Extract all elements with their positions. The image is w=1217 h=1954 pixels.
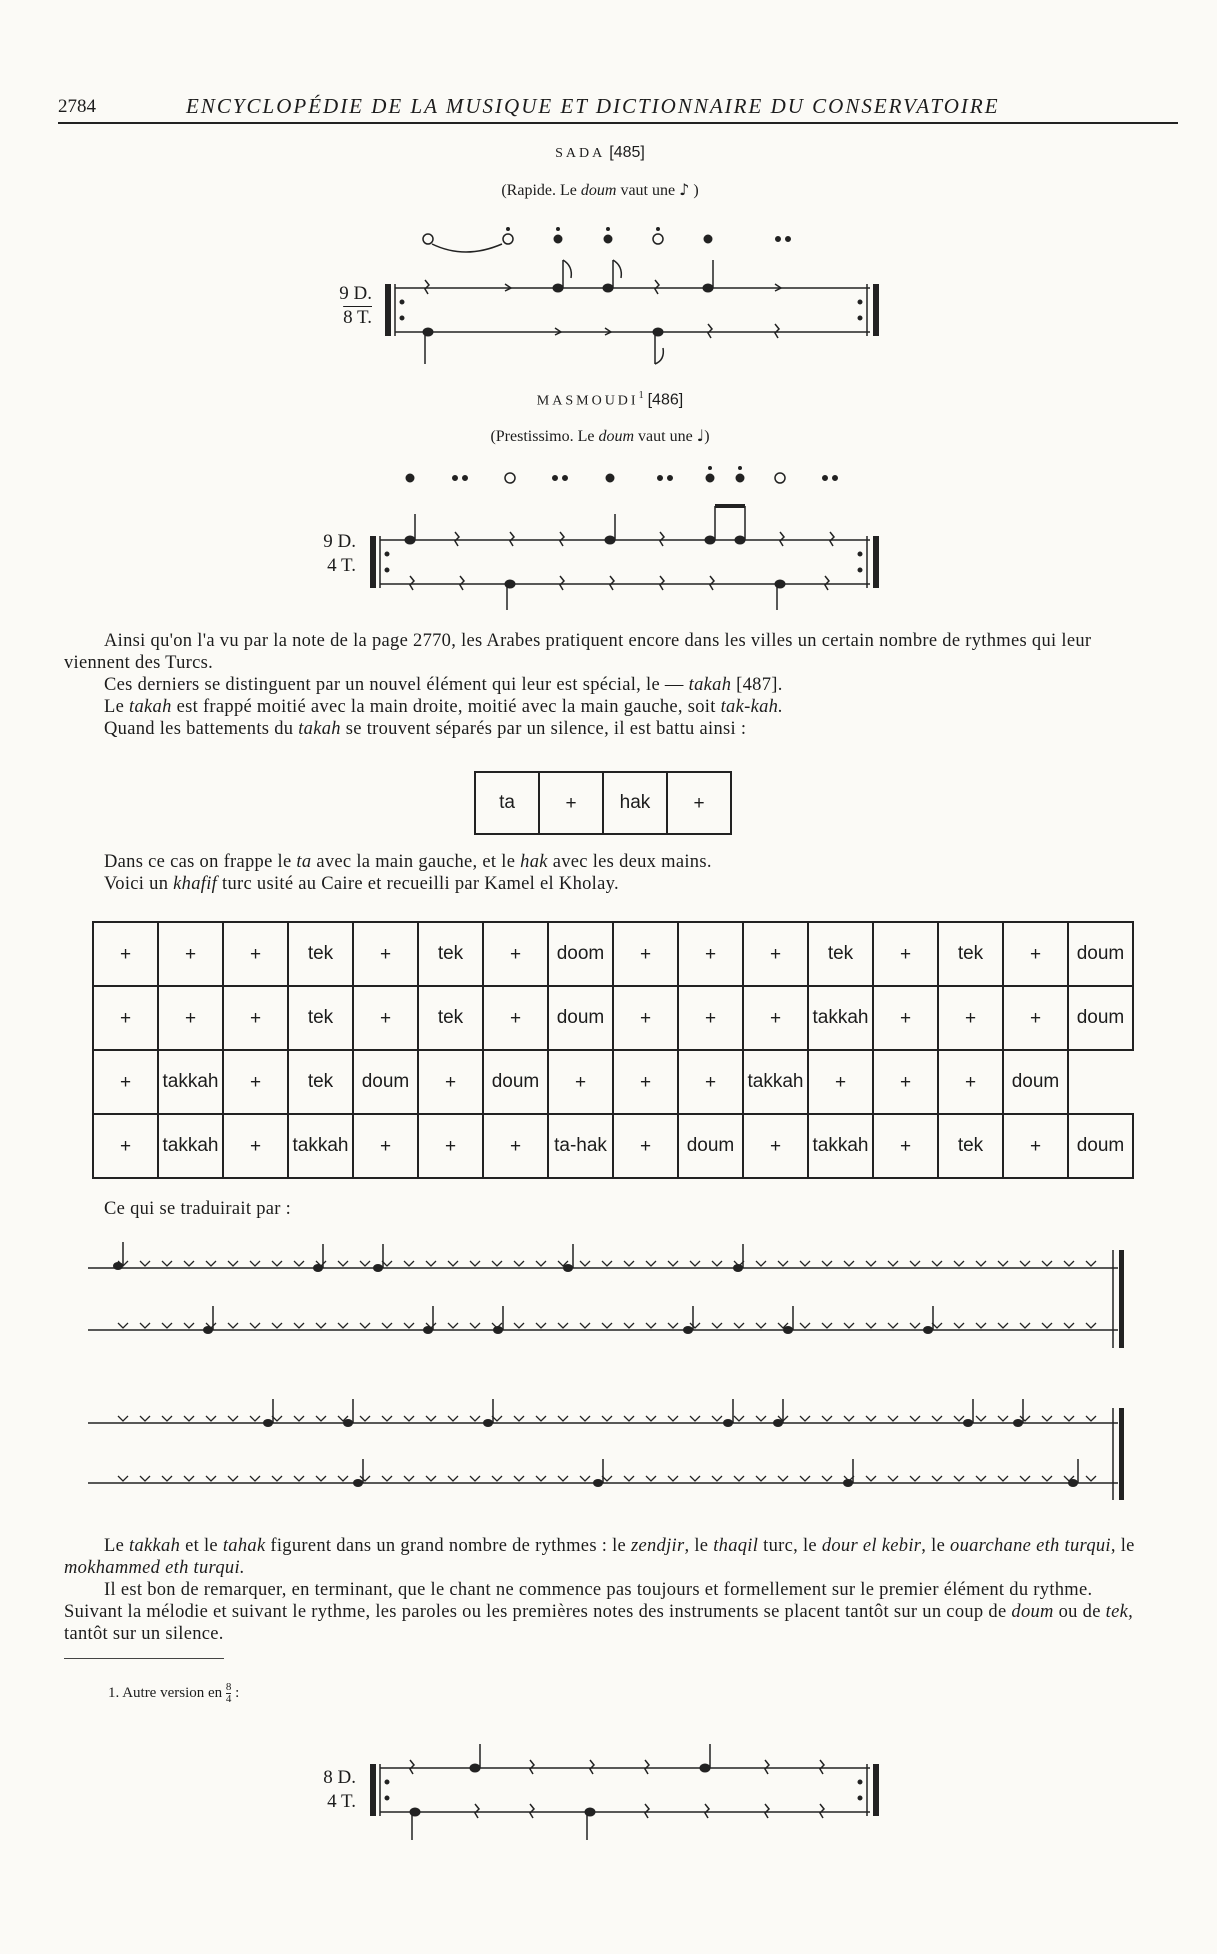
table-cell: doum bbox=[483, 1050, 548, 1114]
notation-mark bbox=[140, 1323, 150, 1328]
notation-mark bbox=[602, 1416, 612, 1421]
footnote-rule bbox=[64, 1658, 224, 1659]
notation-mark bbox=[773, 1419, 783, 1427]
table-cell: tek bbox=[808, 922, 873, 986]
notation-mark bbox=[1064, 1261, 1074, 1266]
notation-mark bbox=[976, 1323, 986, 1328]
notation-mark bbox=[426, 1476, 436, 1481]
notation-mark bbox=[1042, 1261, 1052, 1266]
notation-mark bbox=[423, 1326, 433, 1334]
notation-mark bbox=[800, 1476, 810, 1481]
example-486-heading: MASMOUDI$^1$ [486] bbox=[536, 390, 684, 409]
table-cell: + bbox=[223, 986, 288, 1050]
notation-mark bbox=[723, 1419, 733, 1427]
notation-mark bbox=[263, 1419, 273, 1427]
table-cell: + bbox=[418, 1114, 483, 1178]
notation-mark bbox=[932, 1416, 942, 1421]
notation-mark bbox=[888, 1261, 898, 1266]
table-cell: doum bbox=[1068, 986, 1133, 1050]
notation-mark bbox=[624, 1416, 634, 1421]
notation-mark bbox=[184, 1416, 194, 1421]
takah-cell: + bbox=[667, 772, 731, 834]
table-cell: doum bbox=[678, 1114, 743, 1178]
table-cell: doum bbox=[1068, 1114, 1133, 1178]
notation-mark bbox=[162, 1416, 172, 1421]
notation-mark bbox=[1042, 1476, 1052, 1481]
notation-mark bbox=[228, 1476, 238, 1481]
table-cell: doum bbox=[1003, 1050, 1068, 1114]
notation-mark bbox=[316, 1416, 326, 1421]
notation-mark bbox=[932, 1261, 942, 1266]
table-cell: tek bbox=[288, 986, 353, 1050]
notation-mark bbox=[272, 1476, 282, 1481]
notation-mark bbox=[1042, 1323, 1052, 1328]
notation-mark bbox=[250, 1261, 260, 1266]
notation-mark bbox=[536, 1476, 546, 1481]
table-cell: + bbox=[158, 922, 223, 986]
notation-mark bbox=[382, 1476, 392, 1481]
notation-mark bbox=[712, 1323, 722, 1328]
notation-mark bbox=[910, 1416, 920, 1421]
notation-mark bbox=[536, 1261, 546, 1266]
notation-mark bbox=[910, 1323, 920, 1328]
text-block-1 bbox=[64, 630, 1154, 740]
footnote-text: Autre version en bbox=[122, 1684, 223, 1701]
table-cell: takkah bbox=[743, 1050, 808, 1114]
notation-mark bbox=[118, 1476, 128, 1481]
eighth-note-icon: ♪ bbox=[679, 180, 690, 199]
notation-mark bbox=[1064, 1323, 1074, 1328]
notation-mark bbox=[778, 1476, 788, 1481]
table-cell: tek bbox=[938, 922, 1003, 986]
notation-mark bbox=[976, 1261, 986, 1266]
notation-mark bbox=[206, 1476, 216, 1481]
table-cell: + bbox=[223, 1114, 288, 1178]
notation-mark bbox=[250, 1476, 260, 1481]
khafif-table bbox=[92, 921, 1134, 1179]
example-title: SADA bbox=[555, 146, 606, 161]
table-cell: takkah bbox=[288, 1114, 353, 1178]
table-cell: + bbox=[353, 1114, 418, 1178]
table-cell: + bbox=[873, 986, 938, 1050]
table-row bbox=[93, 1114, 1133, 1178]
table-cell: tek bbox=[938, 1114, 1003, 1178]
footnote-meter: 8 D. 4 T. bbox=[323, 1767, 356, 1812]
notation-mark bbox=[646, 1416, 656, 1421]
notation-mark bbox=[1119, 1408, 1124, 1500]
notation-mark bbox=[272, 1323, 282, 1328]
paragraph: Il est bon de remarquer, en terminant, que le chant ne commence pas toujours et formellement sur le premier élément du rythme. Suivant la mélodie et suivant le rythme, les paroles ou les premières notes des instruments se placent tantôt sur un coup de doum ou de tek, tantôt sur un silence. bbox=[64, 1580, 1134, 1644]
table-cell: ta-hak bbox=[548, 1114, 613, 1178]
notation-mark bbox=[954, 1323, 964, 1328]
table-cell: + bbox=[93, 986, 158, 1050]
table-cell: doom bbox=[548, 922, 613, 986]
table-cell: + bbox=[743, 922, 808, 986]
footnote: 1. Autre version en $\frac{8}{4}$ : bbox=[108, 1681, 240, 1705]
notation-mark bbox=[492, 1261, 502, 1266]
takah-cell: ta bbox=[475, 772, 539, 834]
notation-mark bbox=[353, 1479, 363, 1487]
table-cell: + bbox=[93, 922, 158, 986]
table-cell: takkah bbox=[808, 986, 873, 1050]
notation-mark bbox=[888, 1323, 898, 1328]
notation-mark bbox=[316, 1476, 326, 1481]
notation-mark bbox=[563, 1264, 573, 1272]
notation-mark bbox=[536, 1323, 546, 1328]
notation-mark bbox=[1020, 1323, 1030, 1328]
table-cell: + bbox=[158, 986, 223, 1050]
table-cell: takkah bbox=[158, 1114, 223, 1178]
notation-mark bbox=[800, 1416, 810, 1421]
notation-mark bbox=[162, 1261, 172, 1266]
notation-mark bbox=[558, 1476, 568, 1481]
example-485-tempo: (Rapide. Le doum vaut une ♪ ) bbox=[501, 180, 699, 199]
notation-mark bbox=[404, 1261, 414, 1266]
notation-mark bbox=[404, 1323, 414, 1328]
notation-mark bbox=[580, 1261, 590, 1266]
notation-mark bbox=[668, 1416, 678, 1421]
notation-mark bbox=[228, 1416, 238, 1421]
table-cell: + bbox=[93, 1114, 158, 1178]
notation-mark bbox=[998, 1416, 1008, 1421]
table-row bbox=[93, 986, 1133, 1050]
table-cell: + bbox=[483, 986, 548, 1050]
table-cell: + bbox=[938, 1050, 1003, 1114]
table-cell: + bbox=[353, 922, 418, 986]
notation-mark bbox=[1020, 1261, 1030, 1266]
notation-mark bbox=[343, 1419, 353, 1427]
notation-mark bbox=[294, 1476, 304, 1481]
notation-mark bbox=[580, 1323, 590, 1328]
notation-mark bbox=[963, 1419, 973, 1427]
notation-mark bbox=[1064, 1416, 1074, 1421]
notation-mark bbox=[580, 1416, 590, 1421]
table-cell: doum bbox=[1068, 922, 1133, 986]
notation-mark bbox=[624, 1476, 634, 1481]
table-cell: + bbox=[743, 986, 808, 1050]
example-number: [485] bbox=[609, 144, 645, 161]
notation-mark bbox=[778, 1261, 788, 1266]
table-cell: + bbox=[873, 922, 938, 986]
notation-mark bbox=[206, 1416, 216, 1421]
notation-mark bbox=[113, 1262, 123, 1270]
takah-table bbox=[474, 771, 732, 835]
notation-mark bbox=[866, 1261, 876, 1266]
table-cell: + bbox=[223, 922, 288, 986]
notation-mark bbox=[360, 1323, 370, 1328]
table-cell: + bbox=[873, 1114, 938, 1178]
table-cell: tek bbox=[288, 1050, 353, 1114]
notation-mark bbox=[140, 1416, 150, 1421]
notation-mark bbox=[162, 1476, 172, 1481]
notation-mark bbox=[338, 1261, 348, 1266]
paragraph: Ce qui se traduirait par : bbox=[104, 1199, 292, 1219]
notation-mark bbox=[492, 1476, 502, 1481]
notation-mark bbox=[690, 1261, 700, 1266]
table-cell: + bbox=[223, 1050, 288, 1114]
paragraph: Voici un khafif turc usité au Caire et recueilli par Kamel el Kholay. bbox=[104, 874, 619, 894]
notation-mark bbox=[1086, 1323, 1096, 1328]
running-title: ENCYCLOPÉDIE DE LA MUSIQUE ET DICTIONNAIRE DU CONSERVATOIRE bbox=[186, 94, 1000, 118]
transcription-staves bbox=[88, 1238, 1133, 1538]
table-cell: + bbox=[808, 1050, 873, 1114]
notation-mark bbox=[140, 1476, 150, 1481]
notation-mark bbox=[514, 1476, 524, 1481]
notation-mark bbox=[514, 1261, 524, 1266]
rhythm-notation bbox=[365, 1740, 890, 1860]
table-cell: + bbox=[483, 1114, 548, 1178]
rhythm-staff-486 bbox=[365, 466, 890, 616]
notation-mark bbox=[593, 1479, 603, 1487]
table-cell: + bbox=[613, 922, 678, 986]
notation-mark bbox=[976, 1476, 986, 1481]
example-485-heading bbox=[400, 144, 800, 162]
table-cell: doum bbox=[353, 1050, 418, 1114]
table-cell: takkah bbox=[158, 1050, 223, 1114]
text-block-3 bbox=[64, 1198, 664, 1220]
table-cell: doum bbox=[548, 986, 613, 1050]
table-cell: tek bbox=[288, 922, 353, 986]
notation-mark bbox=[954, 1261, 964, 1266]
notation-mark bbox=[448, 1323, 458, 1328]
notation-mark bbox=[923, 1326, 933, 1334]
table-row bbox=[93, 922, 1133, 986]
paragraph: Ces derniers se distinguent par un nouvel élément qui leur est spécial, le — takah [487]. bbox=[104, 675, 783, 695]
notation-mark bbox=[646, 1323, 656, 1328]
notation-mark bbox=[313, 1264, 323, 1272]
notation-mark bbox=[448, 1476, 458, 1481]
example-486-tempo: (Prestissimo. Le doum vaut une ♩) bbox=[490, 426, 710, 445]
notation-mark bbox=[866, 1476, 876, 1481]
notation-mark bbox=[360, 1416, 370, 1421]
notation-mark bbox=[470, 1416, 480, 1421]
notation-mark bbox=[558, 1323, 568, 1328]
notation-mark bbox=[800, 1323, 810, 1328]
paragraph: Ainsi qu'on l'a vu par la note de la page 2770, les Arabes pratiquent encore dans les villes un certain nombre de rythmes qui leur viennent des Turcs. bbox=[64, 631, 1092, 673]
notation-mark bbox=[448, 1261, 458, 1266]
notation-mark bbox=[184, 1323, 194, 1328]
notation-mark bbox=[712, 1476, 722, 1481]
notation-mark bbox=[203, 1326, 213, 1334]
notation-mark bbox=[998, 1476, 1008, 1481]
notation-mark bbox=[272, 1261, 282, 1266]
notation-mark bbox=[733, 1264, 743, 1272]
table-cell: + bbox=[678, 1050, 743, 1114]
notation-mark bbox=[514, 1323, 524, 1328]
notation-mark bbox=[404, 1416, 414, 1421]
example-485-meter: 9 D. 8 T. bbox=[339, 283, 372, 328]
notation-mark bbox=[690, 1416, 700, 1421]
notation-mark bbox=[382, 1323, 392, 1328]
text-block-4 bbox=[64, 1535, 1154, 1645]
notation-mark bbox=[668, 1323, 678, 1328]
table-cell: + bbox=[613, 1114, 678, 1178]
notation-mark bbox=[734, 1416, 744, 1421]
notation-mark bbox=[756, 1323, 766, 1328]
notation-mark bbox=[1086, 1261, 1096, 1266]
notation-mark bbox=[1020, 1476, 1030, 1481]
rhythm-staff-footnote bbox=[365, 1740, 890, 1860]
notation-mark bbox=[426, 1416, 436, 1421]
notation-mark bbox=[783, 1326, 793, 1334]
example-486-meter: 9 D. 4 T. bbox=[323, 531, 356, 576]
table-cell: + bbox=[1003, 986, 1068, 1050]
notation-mark bbox=[822, 1261, 832, 1266]
notation-mark bbox=[470, 1261, 480, 1266]
notation-mark bbox=[338, 1323, 348, 1328]
notation-mark bbox=[448, 1416, 458, 1421]
notation-mark bbox=[294, 1416, 304, 1421]
table-row bbox=[93, 1050, 1133, 1114]
notation-mark bbox=[404, 1476, 414, 1481]
notation-mark bbox=[844, 1416, 854, 1421]
notation-mark bbox=[250, 1416, 260, 1421]
notation-mark bbox=[294, 1261, 304, 1266]
text-block-2 bbox=[64, 851, 1154, 895]
notation-mark bbox=[1042, 1416, 1052, 1421]
paragraph: Le takkah et le tahak figurent dans un grand nombre de rythmes : le zendjir, le thaqil turc, le dour el kebir, le ouarchane eth turqui, le mokhammed eth turqui. bbox=[64, 1536, 1135, 1578]
notation-mark bbox=[228, 1323, 238, 1328]
notation-mark bbox=[514, 1416, 524, 1421]
notation-mark bbox=[954, 1416, 964, 1421]
notation-mark bbox=[822, 1416, 832, 1421]
table-cell: takkah bbox=[808, 1114, 873, 1178]
notation-mark bbox=[734, 1323, 744, 1328]
table-cell: + bbox=[1003, 1114, 1068, 1178]
notation-mark bbox=[888, 1476, 898, 1481]
notation-mark bbox=[866, 1416, 876, 1421]
table-cell: + bbox=[418, 1050, 483, 1114]
table-cell: + bbox=[93, 1050, 158, 1114]
notation-mark bbox=[646, 1476, 656, 1481]
notation-mark bbox=[910, 1476, 920, 1481]
notation-mark bbox=[1119, 1250, 1124, 1348]
rhythm-notation bbox=[365, 466, 890, 616]
notation-mark bbox=[373, 1264, 383, 1272]
notation-mark bbox=[844, 1323, 854, 1328]
notation-mark bbox=[690, 1476, 700, 1481]
notation-mark bbox=[140, 1261, 150, 1266]
notation-mark bbox=[1086, 1416, 1096, 1421]
notation-mark bbox=[668, 1261, 678, 1266]
notation-mark bbox=[756, 1476, 766, 1481]
notation-mark bbox=[294, 1323, 304, 1328]
notation-mark bbox=[1086, 1476, 1096, 1481]
notation-mark bbox=[624, 1323, 634, 1328]
rhythm-notation bbox=[88, 1238, 1133, 1538]
notation-mark bbox=[360, 1261, 370, 1266]
notation-mark bbox=[734, 1476, 744, 1481]
rhythm-notation bbox=[380, 222, 890, 372]
example-number: [486] bbox=[647, 391, 684, 409]
table-cell: tek bbox=[418, 986, 483, 1050]
notation-mark bbox=[668, 1476, 678, 1481]
notation-mark bbox=[206, 1261, 216, 1266]
notation-mark bbox=[1068, 1479, 1078, 1487]
page-number: 2784 bbox=[58, 96, 96, 117]
table-cell: + bbox=[613, 1050, 678, 1114]
notation-mark bbox=[483, 1419, 493, 1427]
notation-mark bbox=[624, 1261, 634, 1266]
notation-mark bbox=[844, 1261, 854, 1266]
notation-mark bbox=[1013, 1419, 1023, 1427]
paragraph: Quand les battements du takah se trouvent séparés par un silence, il est battu ainsi : bbox=[104, 719, 747, 739]
table-cell: tek bbox=[418, 922, 483, 986]
notation-mark bbox=[118, 1323, 128, 1328]
notation-mark bbox=[602, 1323, 612, 1328]
notation-mark bbox=[493, 1326, 503, 1334]
notation-mark bbox=[558, 1416, 568, 1421]
takah-cell: + bbox=[539, 772, 603, 834]
notation-mark bbox=[910, 1261, 920, 1266]
notation-mark bbox=[998, 1323, 1008, 1328]
notation-mark bbox=[712, 1261, 722, 1266]
notation-mark bbox=[888, 1416, 898, 1421]
table-cell: + bbox=[548, 1050, 613, 1114]
notation-mark bbox=[822, 1323, 832, 1328]
notation-mark bbox=[602, 1261, 612, 1266]
quarter-note-icon: ♩ bbox=[696, 426, 705, 445]
notation-mark bbox=[536, 1416, 546, 1421]
table-cell: + bbox=[678, 986, 743, 1050]
notation-mark bbox=[470, 1476, 480, 1481]
notation-mark bbox=[998, 1261, 1008, 1266]
rhythm-staff-485 bbox=[380, 222, 890, 372]
takah-cell: hak bbox=[603, 772, 667, 834]
notation-mark bbox=[976, 1416, 986, 1421]
footnote-mark: 1. bbox=[108, 1684, 120, 1701]
table-cell: + bbox=[938, 986, 1003, 1050]
notation-mark bbox=[683, 1326, 693, 1334]
notation-mark bbox=[843, 1479, 853, 1487]
notation-mark bbox=[118, 1416, 128, 1421]
notation-mark bbox=[756, 1261, 766, 1266]
table-cell: + bbox=[873, 1050, 938, 1114]
notation-mark bbox=[712, 1416, 722, 1421]
notation-mark bbox=[184, 1476, 194, 1481]
notation-mark bbox=[954, 1476, 964, 1481]
notation-mark bbox=[184, 1261, 194, 1266]
notation-mark bbox=[822, 1476, 832, 1481]
footnote-fraction: $\frac{8}{4}$ bbox=[225, 1681, 232, 1705]
notation-mark bbox=[426, 1261, 436, 1266]
table-cell: + bbox=[613, 986, 678, 1050]
notation-mark bbox=[250, 1323, 260, 1328]
example-title: MASMOUDI bbox=[536, 393, 639, 409]
notation-mark bbox=[382, 1416, 392, 1421]
table-cell: + bbox=[483, 922, 548, 986]
table-cell: + bbox=[353, 986, 418, 1050]
notation-mark bbox=[646, 1261, 656, 1266]
notation-mark bbox=[470, 1323, 480, 1328]
page-header bbox=[58, 92, 1178, 124]
notation-mark bbox=[338, 1476, 348, 1481]
table-cell: + bbox=[743, 1114, 808, 1178]
paragraph: Dans ce cas on frappe le ta avec la main gauche, et le hak avec les deux mains. bbox=[104, 852, 712, 872]
notation-mark bbox=[162, 1323, 172, 1328]
notation-mark bbox=[316, 1323, 326, 1328]
paragraph: Le takah est frappé moitié avec la main droite, moitié avec la main gauche, soit tak-kah. bbox=[104, 697, 784, 717]
table-cell: + bbox=[678, 922, 743, 986]
table-cell: + bbox=[1003, 922, 1068, 986]
notation-mark bbox=[800, 1261, 810, 1266]
notation-mark bbox=[580, 1476, 590, 1481]
notation-mark bbox=[756, 1416, 766, 1421]
notation-mark bbox=[932, 1476, 942, 1481]
notation-mark bbox=[228, 1261, 238, 1266]
notation-mark bbox=[866, 1323, 876, 1328]
